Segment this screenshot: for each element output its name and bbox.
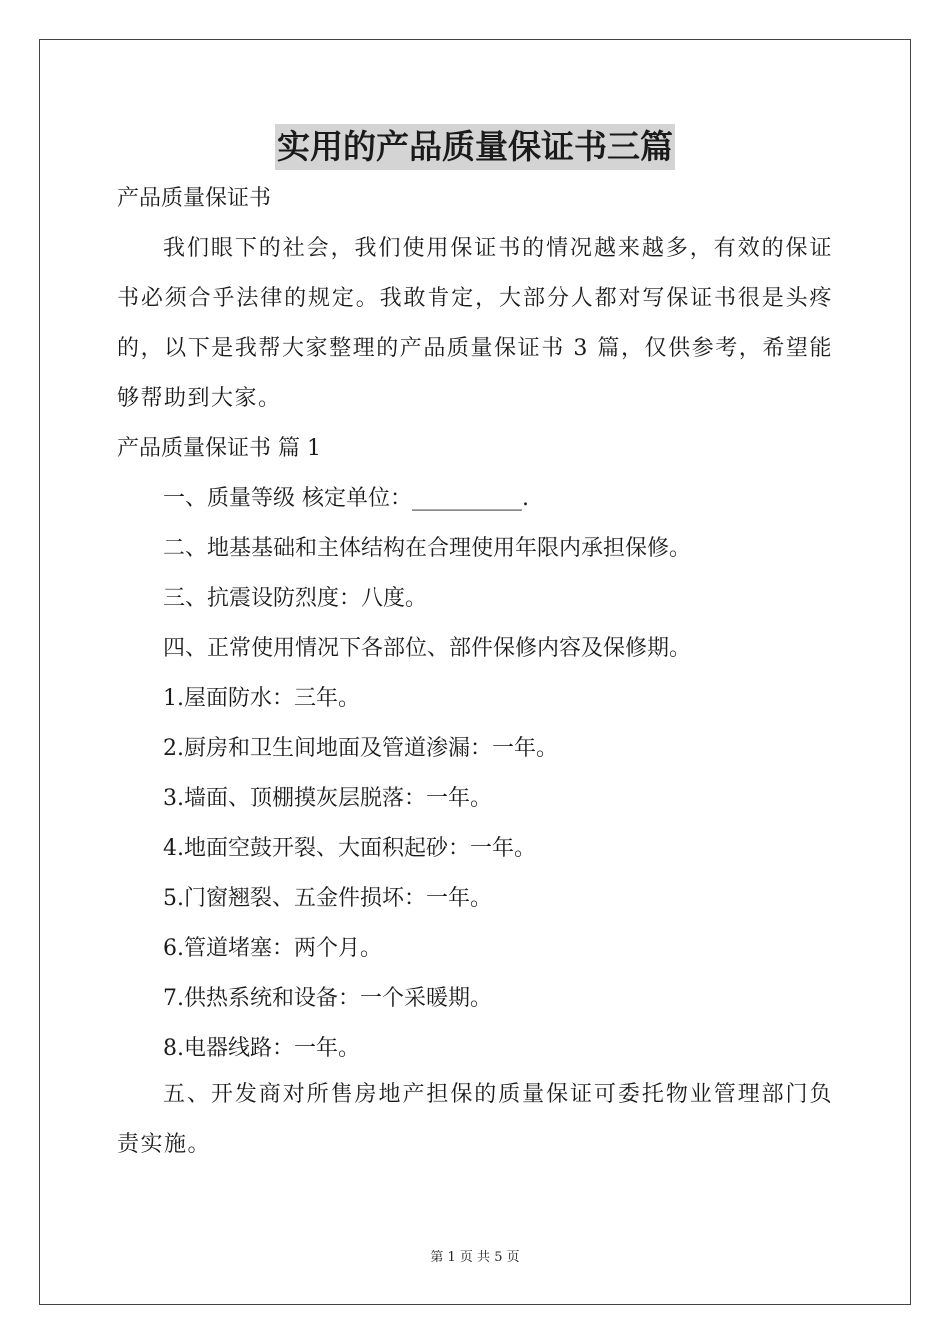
list-item: 7.供热系统和设备：一个采暖期。 bbox=[163, 986, 492, 1011]
list-item: 2.厨房和卫生间地面及管道渗漏：一年。 bbox=[163, 736, 558, 761]
page-footer: 第 1 页 共 5 页 bbox=[430, 1250, 520, 1265]
title-wrapper bbox=[0, 124, 950, 170]
list-item: 8.电器线路：一年。 bbox=[163, 1036, 360, 1061]
section-heading: 产品质量保证书 篇 1 bbox=[117, 436, 321, 461]
document-title: 实用的产品质量保证书三篇 bbox=[275, 124, 675, 170]
list-item: 3.墙面、顶棚摸灰层脱落：一年。 bbox=[163, 786, 492, 811]
list-item: 二、地基基础和主体结构在合理使用年限内承担保修。 bbox=[163, 536, 692, 561]
final-paragraph: 五、开发商对所售房地产担保的质量保证可委托物业管理部门负责实施。 bbox=[117, 1082, 833, 1157]
list-item: 5.门窗翘裂、五金件损坏：一年。 bbox=[163, 886, 492, 911]
intro-paragraph: 我们眼下的社会，我们使用保证书的情况越来越多，有效的保证书必须合乎法律的规定。我敢肯定，大部分人都对写保证书很是头疼的，以下是我帮大家整理的产品质量保证书 3 篇，仅供参考，希望能够帮助到大家。 bbox=[117, 236, 833, 411]
list-item: 一、质量等级 核定单位：__________. bbox=[163, 486, 529, 511]
intro-heading: 产品质量保证书 bbox=[117, 186, 272, 211]
list-item: 四、正常使用情况下各部位、部件保修内容及保修期。 bbox=[163, 636, 692, 661]
list-item: 三、抗震设防烈度：八度。 bbox=[163, 586, 428, 611]
list-item: 4.地面空鼓开裂、大面积起砂：一年。 bbox=[163, 836, 536, 861]
list-item: 1.屋面防水：三年。 bbox=[163, 686, 360, 711]
list-item: 6.管道堵塞：两个月。 bbox=[163, 936, 382, 961]
